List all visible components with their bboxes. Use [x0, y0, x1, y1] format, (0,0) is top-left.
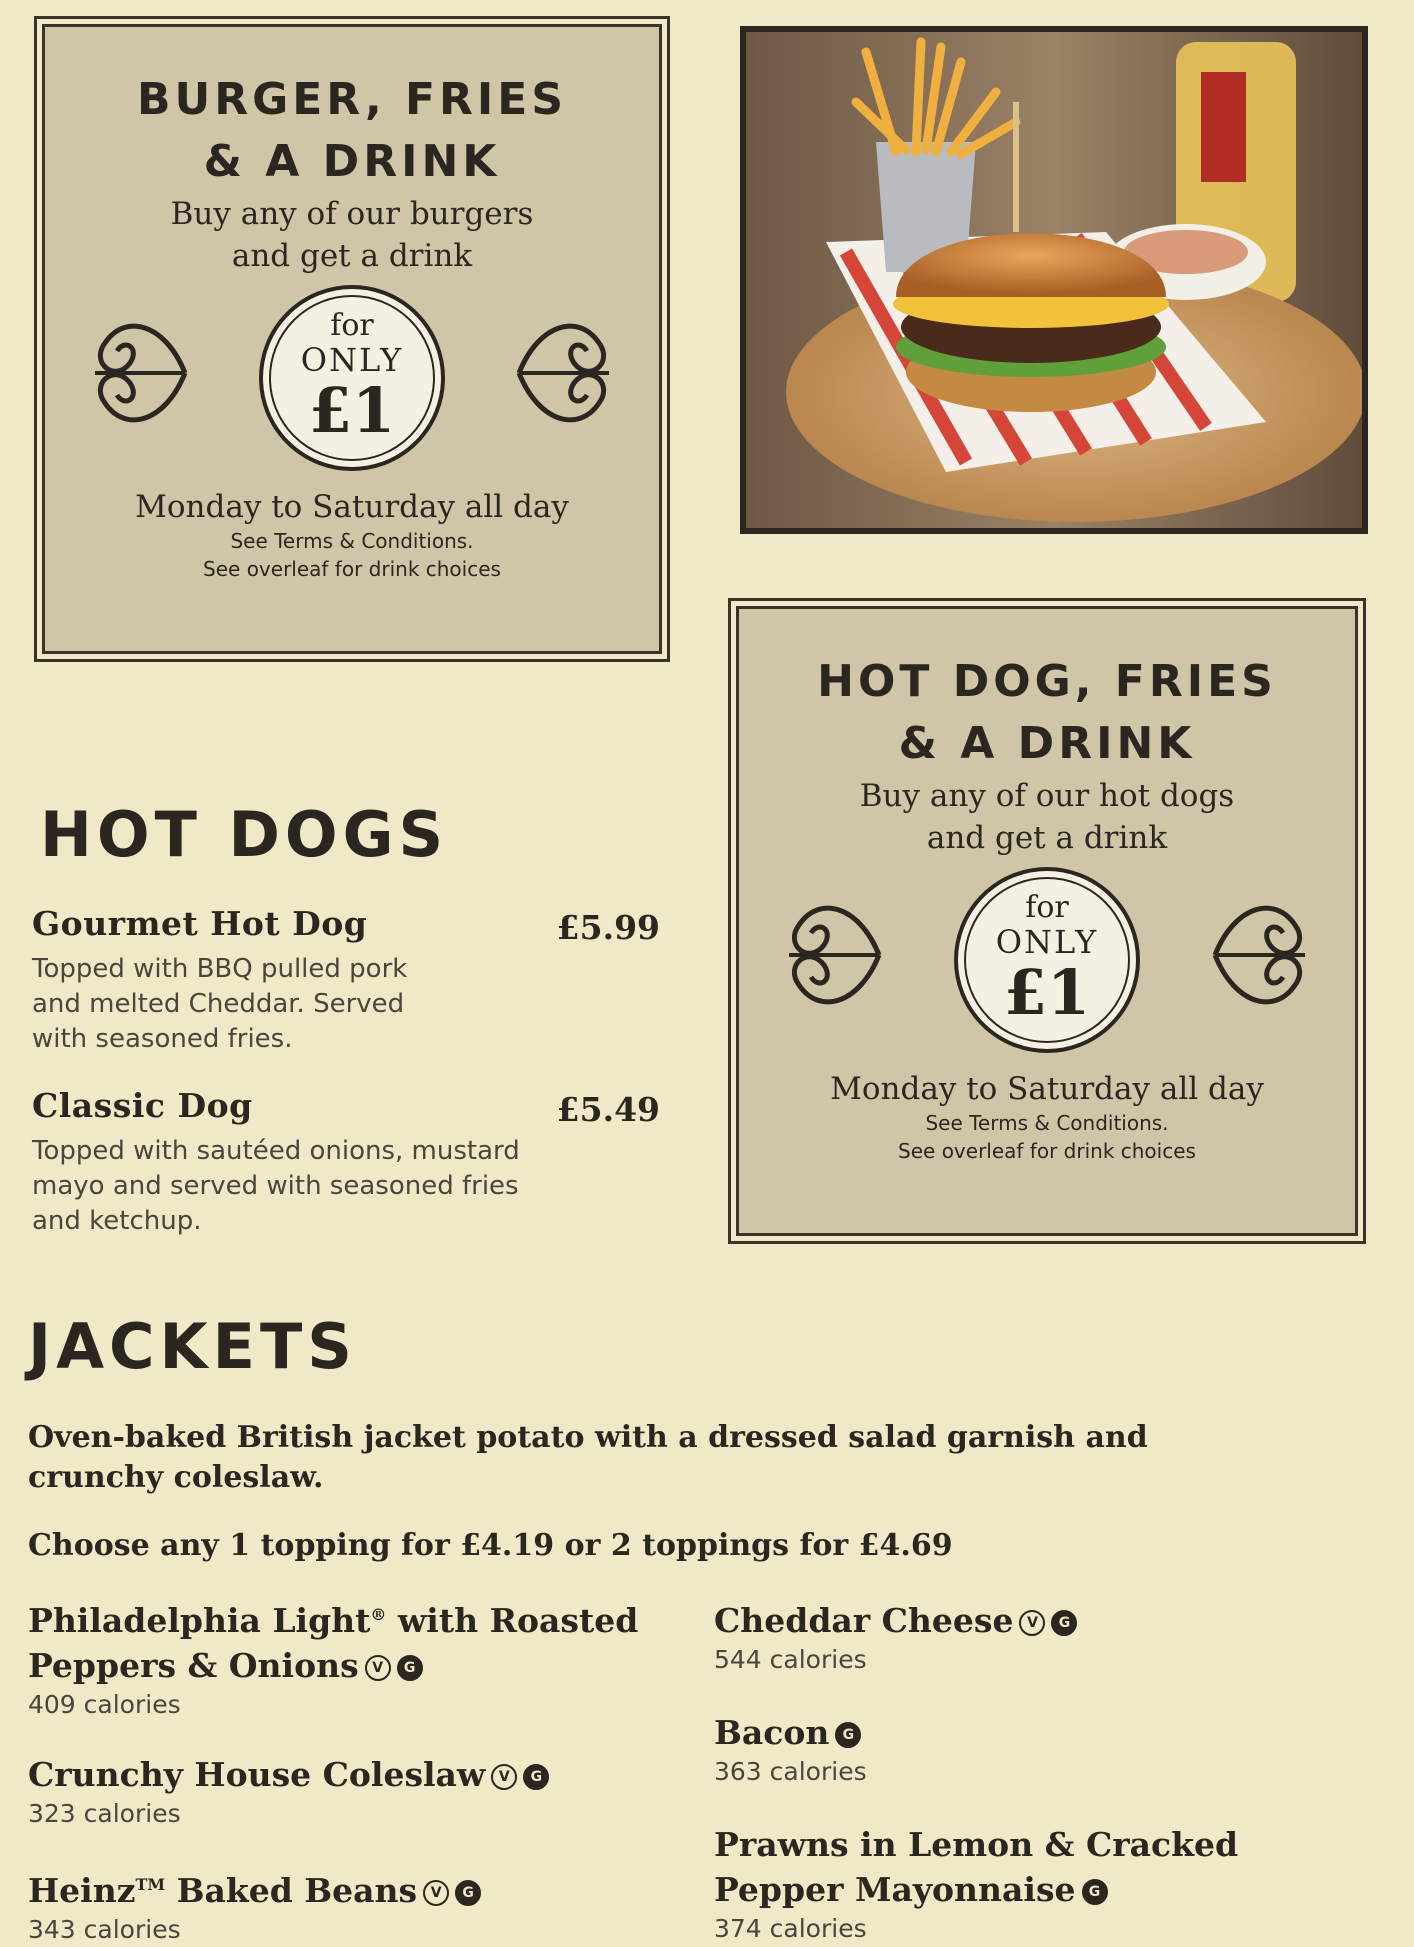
flourish-left-icon — [85, 303, 197, 443]
vegetarian-icon: V — [491, 1764, 517, 1790]
menu-item-price: £5.49 — [556, 1090, 660, 1129]
seal-price: £1 — [308, 374, 396, 447]
topping-calories: 343 calories — [28, 1915, 181, 1944]
menu-item-description: Topped with BBQ pulled pork and melted Cheddar. Served with seasoned fries. — [32, 954, 408, 1054]
topping-item: Crunchy House Coleslaw V G 323 calories — [28, 1752, 549, 1831]
seal-for-text: for — [1025, 890, 1069, 925]
topping-item: Philadelphia Light® with Roasted Peppers & Onions V G 409 calories — [28, 1592, 638, 1722]
promo-title-line1: HOT DOG, FRIES — [817, 656, 1277, 707]
topping-item: Heinz™ Baked Beans V G 343 calories — [28, 1862, 481, 1947]
vegetarian-icon: V — [423, 1880, 449, 1906]
promo-availability: Monday to Saturday all day — [135, 489, 569, 525]
gluten-free-icon: G — [397, 1655, 423, 1681]
gluten-free-icon: G — [1051, 1610, 1077, 1636]
topping-item: Cheddar Cheese V G 544 calories — [714, 1598, 1077, 1677]
gluten-free-icon: G — [1082, 1879, 1108, 1905]
price-seal-row — [739, 867, 1355, 1063]
section-title-hot-dogs: HOT DOGS — [40, 798, 449, 871]
flourish-right-icon — [1203, 885, 1315, 1025]
topping-calories: 409 calories — [28, 1690, 181, 1719]
promo-terms-line2: See overleaf for drink choices — [898, 1139, 1196, 1163]
price-seal-row — [45, 285, 659, 481]
seal-for-text: for — [330, 308, 374, 343]
jackets-intro: Oven-baked British jacket potato with a dressed salad garnish and crunchy coleslaw. — [28, 1420, 1148, 1495]
price-seal — [954, 867, 1140, 1053]
vegetarian-icon: V — [1019, 1610, 1045, 1636]
promo-title-line2: & A DRINK — [898, 718, 1196, 769]
vegetarian-icon: V — [365, 1655, 391, 1681]
promo-subtitle-line2: and get a drink — [926, 820, 1168, 856]
promo-subtitle-line2: and get a drink — [231, 238, 473, 274]
burger-illustration — [746, 32, 1362, 528]
flourish-right-icon — [507, 303, 619, 443]
topping-item: Bacon G 363 calories — [714, 1710, 867, 1789]
promo-terms-line1: See Terms & Conditions. — [925, 1111, 1169, 1135]
gluten-free-icon: G — [455, 1880, 481, 1906]
promo-burger-box — [42, 24, 662, 654]
topping-calories: 363 calories — [714, 1757, 867, 1786]
topping-calories: 323 calories — [28, 1799, 181, 1828]
promo-subtitle-line1: Buy any of our burgers — [170, 196, 534, 232]
menu-item-price: £5.99 — [556, 908, 660, 947]
promo-title-line1: BURGER, FRIES — [136, 74, 568, 125]
seal-only-text: ONLY — [995, 923, 1099, 961]
gluten-free-icon: G — [835, 1722, 861, 1748]
menu-item-name: Gourmet Hot Dog — [32, 904, 368, 943]
topping-calories: 374 calories — [714, 1914, 867, 1943]
promo-subtitle-line1: Buy any of our hot dogs — [859, 778, 1235, 814]
menu-item-name: Classic Dog — [32, 1086, 253, 1125]
gluten-free-icon: G — [523, 1764, 549, 1790]
topping-item: Prawns in Lemon & Cracked Pepper Mayonnaise G 374 calories — [714, 1822, 1238, 1946]
flourish-left-icon — [779, 885, 891, 1025]
promo-terms-line1: See Terms & Conditions. — [230, 529, 474, 553]
promo-availability: Monday to Saturday all day — [830, 1071, 1264, 1107]
menu-item-description: Topped with sautéed onions, mustard mayo and served with seasoned fries and ketchup. — [32, 1136, 520, 1236]
jackets-pricing: Choose any 1 topping for £4.19 or 2 toppings for £4.69 — [28, 1528, 953, 1563]
seal-only-text: ONLY — [300, 341, 404, 379]
burger-photo — [740, 26, 1368, 534]
promo-terms-line2: See overleaf for drink choices — [203, 557, 501, 581]
promo-title-line2: & A DRINK — [203, 136, 501, 187]
topping-calories: 544 calories — [714, 1645, 867, 1674]
price-seal — [259, 285, 445, 471]
promo-hotdog-box — [736, 606, 1358, 1236]
section-title-jackets: JACKETS — [28, 1310, 357, 1383]
seal-price: £1 — [1003, 956, 1091, 1029]
